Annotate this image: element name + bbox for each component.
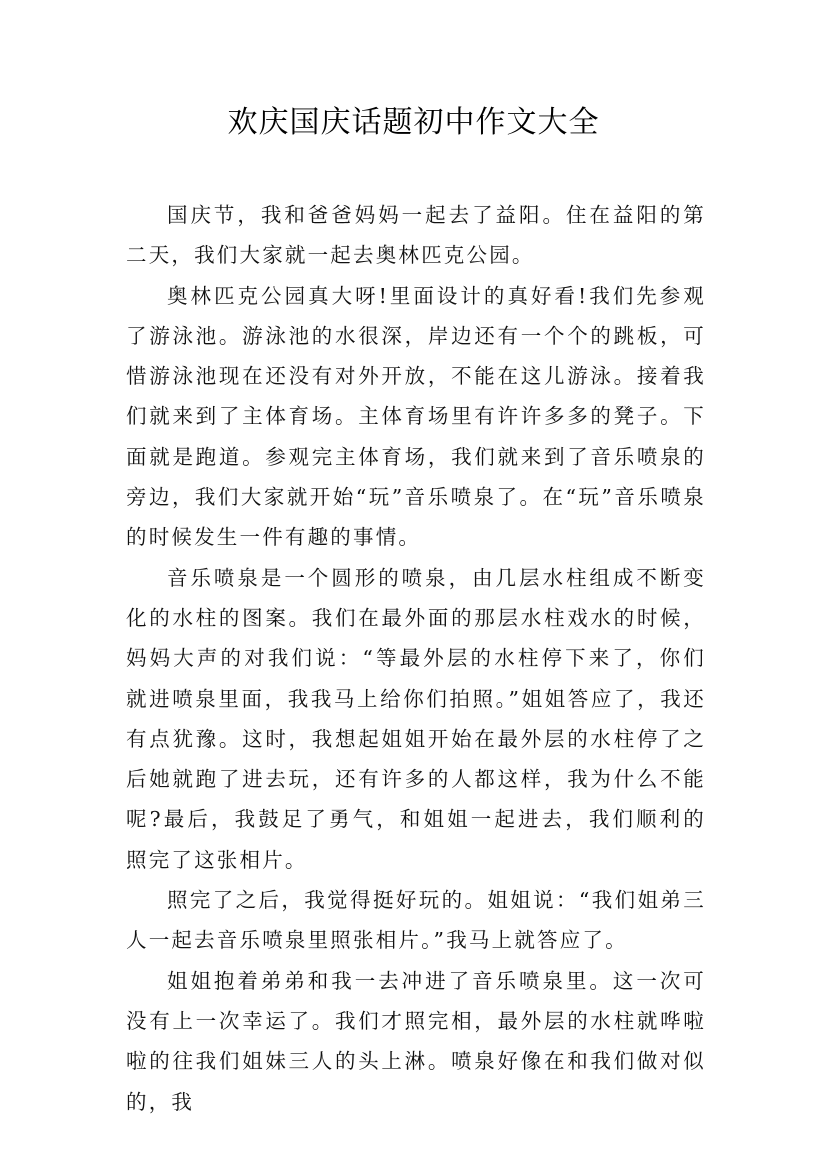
paragraph: 姐姐抱着弟弟和我一去冲进了音乐喷泉里。这一次可没有上一次幸运了。我们才照完相，最外层的水柱就哗啦啦的往我们姐妹三人的头上淋。喷泉好像在和我们做对似的，我 <box>126 968 706 1114</box>
paragraph: 奥林匹克公园真大呀!里面设计的真好看!我们先参观了游泳池。游泳池的水很深，岸边还有一个个的跳板，可惜游泳池现在还没有对外开放，不能在这儿游泳。接着我们就来到了主体育场。主体育场里有许许多多的凳子。下面就是跑道。参观完主体育场，我们就来到了音乐喷泉的旁边，我们大家就开始“玩”音乐喷泉了。在“玩”音乐喷泉的时候发生一件有趣的事情。 <box>126 283 706 550</box>
paragraph: 照完了之后，我觉得挺好玩的。姐姐说：“我们姐弟三人一起去音乐喷泉里照张相片。”我马上就答应了。 <box>126 888 706 953</box>
paragraph: 国庆节，我和爸爸妈妈一起去了益阳。住在益阳的第二天，我们大家就一起去奥林匹克公园。 <box>126 203 706 268</box>
paragraph: 音乐喷泉是一个圆形的喷泉，由几层水柱组成不断变化的水柱的图案。我们在最外面的那层水柱戏水的时候，妈妈大声的对我们说：“等最外层的水柱停下来了，你们就进喷泉里面，我我马上给你们拍照。”姐姐答应了，我还有点犹豫。这时，我想起姐姐开始在最外层的水柱停了之后她就跑了进去玩，还有许多的人都这样，我为什么不能呢?最后，我鼓足了勇气，和姐姐一起进去，我们顺利的照完了这张相片。 <box>126 565 706 872</box>
document-title: 欢庆国庆话题初中作文大全 <box>227 105 600 140</box>
document-body <box>126 195 706 1122</box>
